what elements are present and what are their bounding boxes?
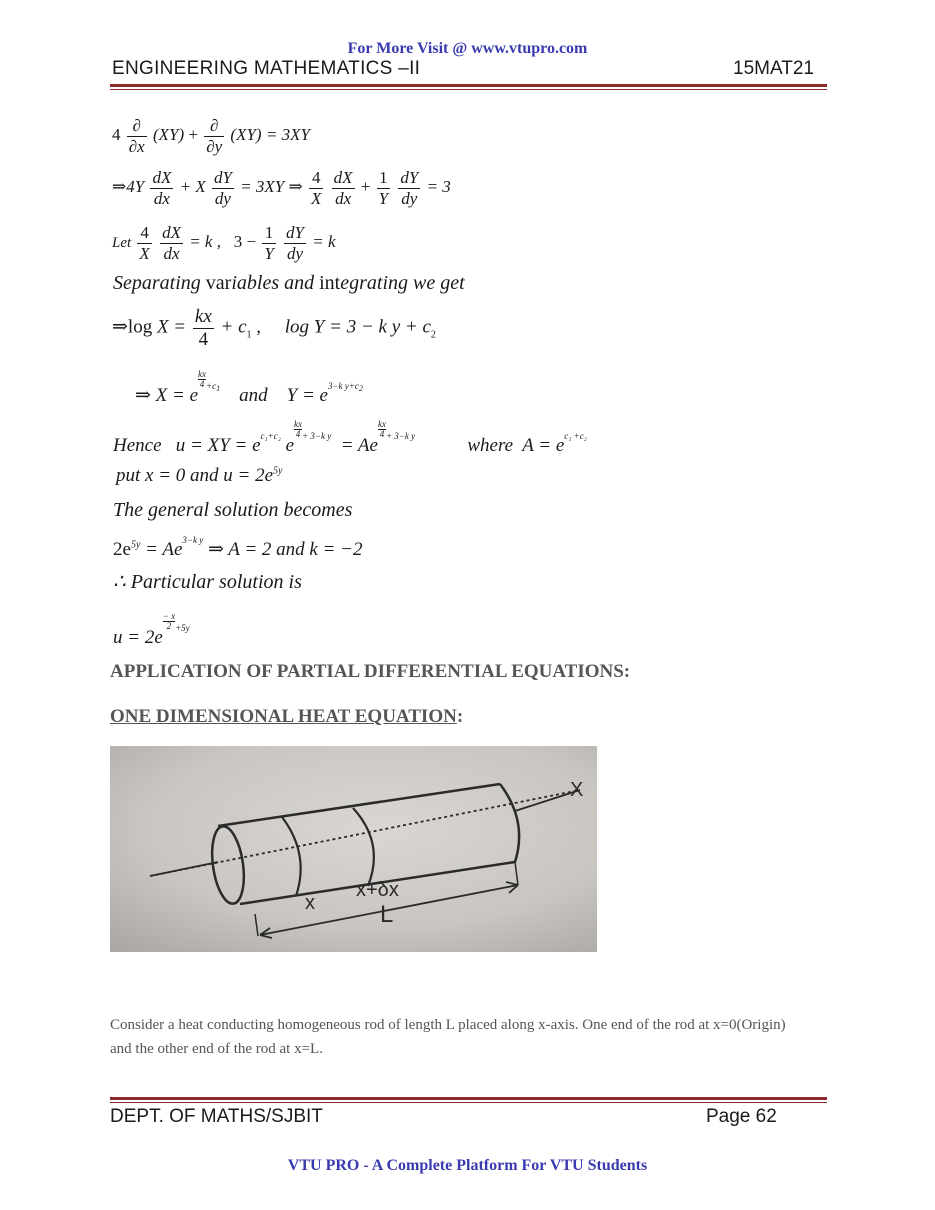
equation-line-4: Separating variables and integrating we get	[113, 272, 465, 294]
equation-line-7: Hence u = XY = $e^{c_1+c_2}$ e $\frac{kx}{4}$ $^{+ 3-k y}$ = Ae $\frac{kx}{4}$ $^{+ 3-k y}$ where $A = e^{c_1 +c_2}$	[113, 419, 587, 456]
equation-line-11: ∴ Particular solution is	[113, 571, 302, 593]
section-heading-applications: APPLICATION OF PARTIAL DIFFERENTIAL EQUATIONS:	[110, 661, 631, 682]
equation-line-2: ⇒4Y $\frac{dX}{dx}$ + X $\frac{dY}{dy}$ = 3XY ⇒ $\frac{4}{X}$ $\frac{dX}{dx}$ + $\frac{1}{Y}$ $\frac{dY}{dy}$ = 3	[112, 168, 451, 208]
equation-line-8: put x = 0 and $u = 2e^{5y}$	[116, 465, 283, 486]
footer-department: DEPT. OF MATHS/SJBIT	[110, 1106, 323, 1127]
equation-line-9: The general solution becomes	[113, 499, 353, 521]
footer-rule-thin	[110, 1102, 827, 1103]
header-rule-thick	[110, 84, 827, 87]
figure-label-length: L	[380, 901, 394, 928]
running-header-title: ENGINEERING MATHEMATICS –II	[112, 58, 421, 79]
body-paragraph: Consider a heat conducting homogeneous rod of length L placed along x-axis. One end of the rod at x=0(Origin) and the other end of the rod at x=L.	[110, 1017, 786, 1057]
footer-rule-thick	[110, 1097, 827, 1100]
equation-line-10: $2e^{5y} = Ae^{3-k y}$ ⇒ A = 2 and k = −2	[113, 535, 363, 560]
equation-line-5: ⇒log X = $\frac{kx}{4}$ + $c_1$ , log Y = 3 − k $y + c_2$	[112, 306, 436, 350]
top-visit-banner: For More Visit @ www.vtupro.com	[347, 40, 588, 57]
course-code: 15MAT21	[733, 58, 814, 79]
equation-line-12: u = 2e $\frac{- x}{2}$ $^{+5y}$	[113, 611, 190, 648]
footer-page-number: Page 62	[706, 1106, 777, 1127]
equation-line-3: Let $\frac{4}{X}$ $\frac{dX}{dx}$ = k , 3 − $\frac{1}{Y}$ $\frac{dY}{dy}$ = k	[112, 223, 336, 263]
bottom-tagline: VTU PRO - A Complete Platform For VTU Students	[287, 1157, 648, 1174]
header-rule-thin	[110, 89, 827, 90]
equation-line-1: 4 $\frac{\partial}{\partial x}$ (XY) + $\frac{\partial}{\partial y}$ (XY) = 3XY	[112, 116, 310, 156]
heat-rod-figure	[110, 746, 597, 952]
figure-label-x-plus-dx: x+δx	[356, 879, 399, 901]
section-heading-heat-equation: ONE DIMENSIONAL HEAT EQUATION:	[110, 706, 464, 727]
equation-line-6: ⇒ X = e $\frac{kx}{4}$ $^{+c1}$ and $Y = e^{3-k y+c2}$	[135, 369, 363, 406]
figure-label-axis-x: X	[570, 779, 584, 801]
figure-label-x: x	[305, 892, 315, 914]
